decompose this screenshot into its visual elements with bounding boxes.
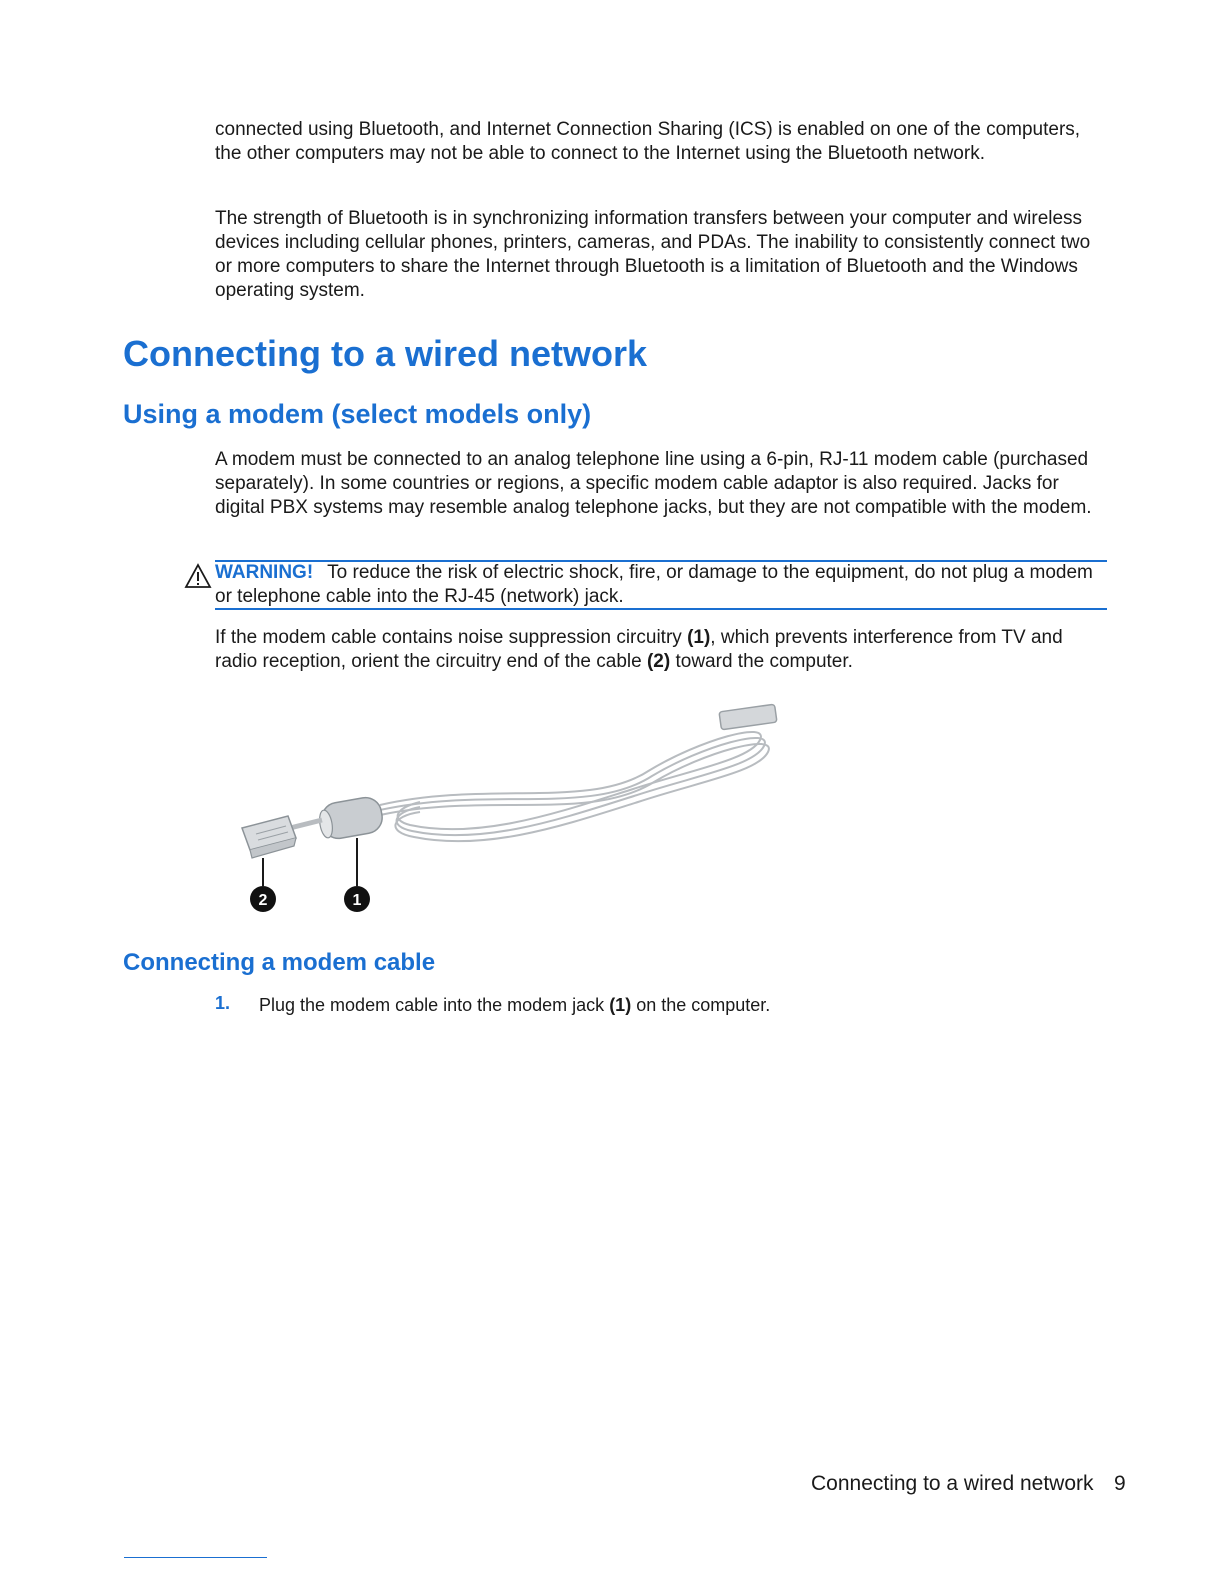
noise-text-middle: , which prevents interference from TV and radio reception, orient the circuitry end of the cable (215, 627, 1063, 672)
warning-label: WARNING! (215, 562, 314, 583)
warning-triangle-icon (184, 563, 212, 589)
noise-paragraph (215, 626, 1110, 674)
footer-title: Connecting to a wired network (811, 1472, 1094, 1495)
page-number: 9 (1114, 1472, 1126, 1495)
noise-callout-1: (1) (687, 627, 711, 648)
noise-text-after: toward the computer. (670, 651, 853, 672)
cable-short-segment (290, 820, 322, 828)
step-text-after: on the computer. (631, 995, 771, 1015)
step-number: 1. (215, 993, 231, 1013)
callout-1-label: 1 (352, 892, 362, 909)
modem-paragraph: A modem must be connected to an analog telephone line using a 6-pin, RJ-11 modem cable (purchased separately). In some countries or regions, a specific modem cable adaptor is also required. Jacks for digital PBX systems may resemble analog telephone jacks, but they are not compatible with the modem. (215, 449, 1092, 518)
noise-suppression-core (318, 795, 385, 841)
step-text (259, 993, 770, 1017)
callout-2-label: 2 (258, 892, 268, 909)
warning-bottom-rule (215, 608, 1107, 610)
warning-block (215, 561, 1107, 609)
subsection-title: Using a modem (select models only) (123, 399, 592, 429)
step-callout: (1) (609, 995, 632, 1015)
noise-callout-2: (2) (646, 651, 671, 672)
intro-paragraph-2: The strength of Bluetooth is in synchronizing information transfers between your computer and wireless devices including cellular phones, printers, cameras, and PDAs. The inability to consistently connect two or more computers to share the Internet through Bluetooth is a limitation of Bluetooth and the Windows operating system. (215, 208, 1091, 301)
rj11-plug (242, 816, 296, 858)
modem-cable-illustration (230, 700, 790, 920)
footer-rule (124, 1557, 267, 1558)
section-title: Connecting to a wired network (123, 333, 648, 374)
connecting-title: Connecting a modem cable (123, 949, 436, 976)
intro-paragraph-1: connected using Bluetooth, and Internet Connection Sharing (ICS) is enabled on one of the computers, the other computers may not be able to connect to the Internet using the Bluetooth network. (215, 119, 1081, 164)
warning-text: To reduce the risk of electric shock, fire, or damage to the equipment, do not plug a modem or telephone cable into the RJ-45 (network) jack. (215, 562, 1093, 607)
step-text-before: Plug the modem cable into the modem jack (259, 995, 610, 1015)
cable-strands (380, 732, 769, 841)
noise-text-before: If the modem cable contains noise suppression circuitry (215, 627, 688, 648)
connector-far-end (719, 704, 777, 730)
